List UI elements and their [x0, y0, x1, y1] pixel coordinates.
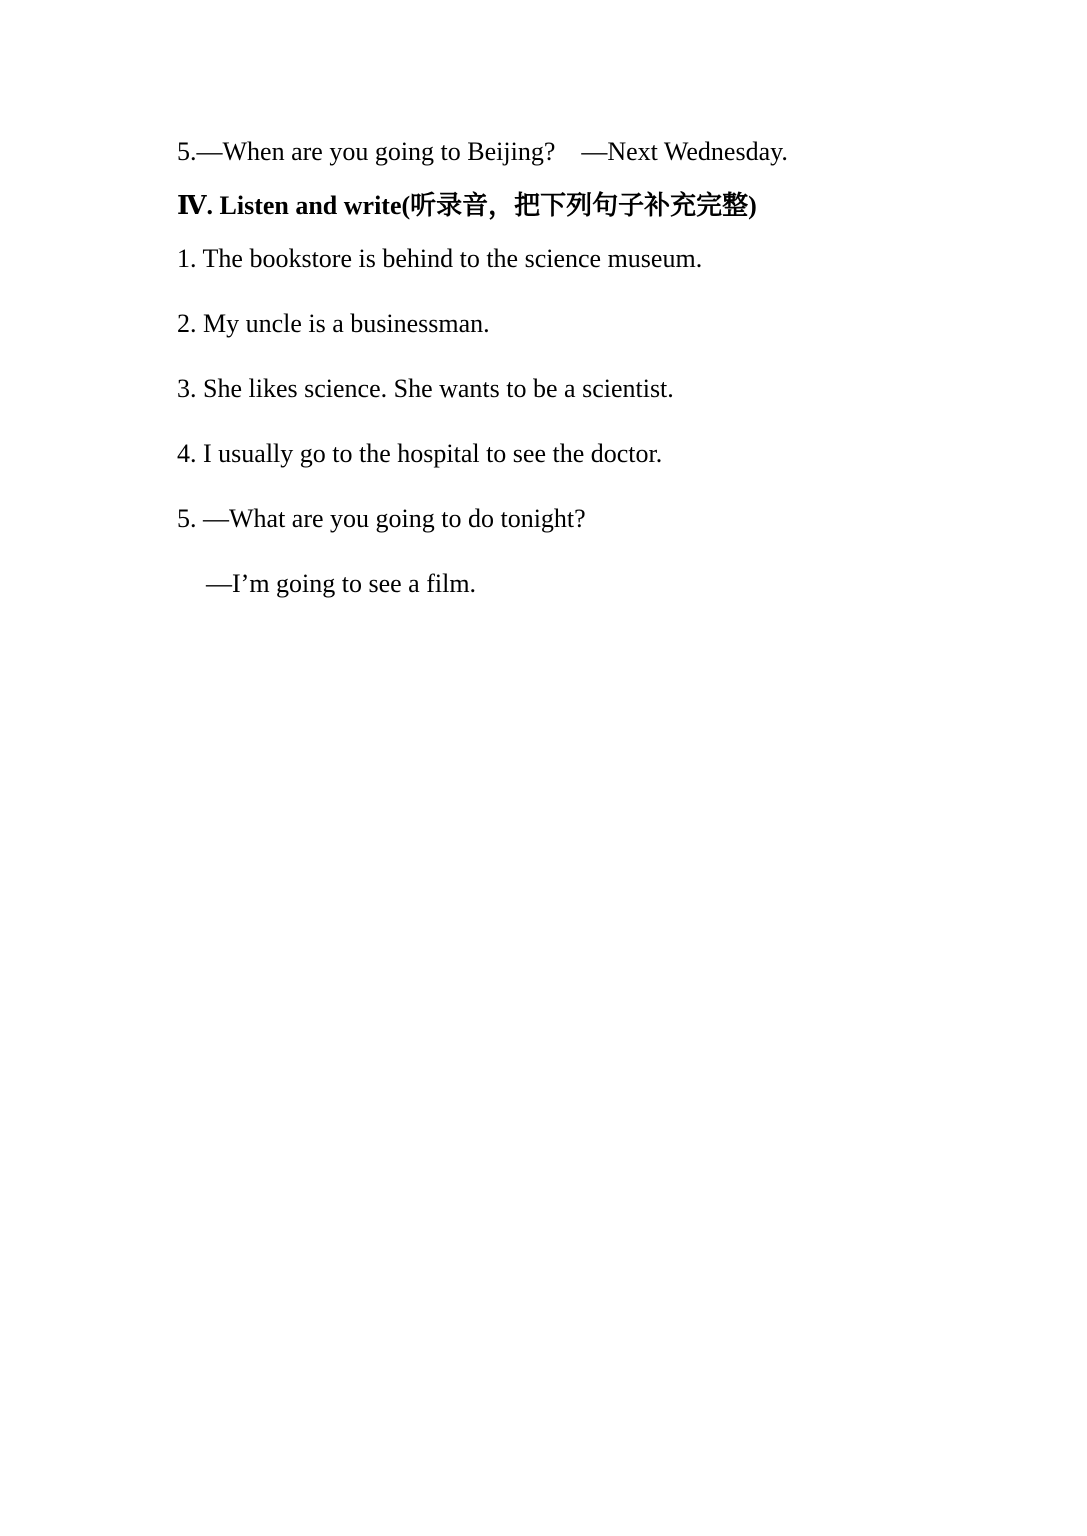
sentence-3: 3. She likes science. She wants to be a scientist. — [177, 374, 674, 403]
sentence-2: 2. My uncle is a businessman. — [177, 309, 490, 338]
previous-item-5: 5.—When are you going to Beijing? —Next Wednesday. — [177, 137, 788, 166]
section-heading: Ⅳ. Listen and write(听录音，把下列句子补充完整) — [177, 191, 757, 220]
sentence-4: 4. I usually go to the hospital to see the doctor. — [177, 439, 663, 468]
sentence-5-answer: —I’m going to see a film. — [206, 569, 477, 598]
sentence-5-question: 5. —What are you going to do tonight? — [177, 504, 586, 533]
sentence-1: 1. The bookstore is behind to the science museum. — [177, 244, 703, 273]
